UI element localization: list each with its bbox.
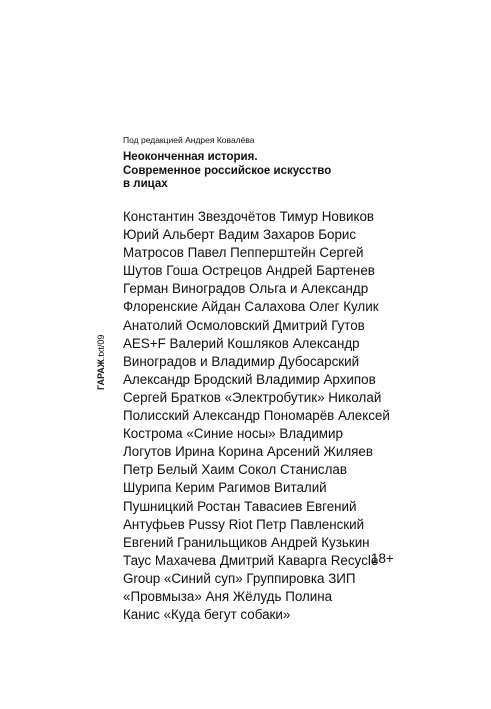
name-line: Юрий Альберт Вадим Захаров Борис bbox=[123, 227, 357, 243]
name-line: Петр Белый Хаим Сокол Станислав bbox=[123, 462, 347, 478]
name-line: Group «Синий суп» Группировка ЗИП bbox=[123, 570, 356, 586]
title-line: Неоконченная история. bbox=[123, 151, 258, 163]
name-line: Герман Виноградов Ольга и Александр bbox=[123, 281, 369, 297]
name-line: Сергей Братков «Электробутик» Николай bbox=[123, 389, 382, 405]
name-line: Евгений Гранильщиков Андрей Кузькин bbox=[123, 534, 370, 550]
name-line: Матросов Павел Пепперштейн Сергей bbox=[123, 245, 364, 261]
artist-names bbox=[123, 208, 393, 624]
name-line: Александр Бродский Владимир Архипов bbox=[123, 371, 376, 387]
name-line: AES+F Валерий Кошляков Александр bbox=[123, 335, 360, 351]
name-line: Полисский Александр Пономарёв Алексей bbox=[123, 408, 390, 424]
title-line: Современное российское искусство bbox=[123, 164, 332, 177]
name-line: Виноградов и Владимир Дубосарский bbox=[123, 353, 360, 369]
name-line: Пушницкий Ростан Тавасиев Евгений bbox=[123, 498, 357, 514]
name-line: Анатолий Осмоловский Дмитрий Гутов bbox=[123, 317, 365, 333]
editor-credit: Под редакцией Андрея Ковалёва bbox=[123, 135, 255, 145]
series-brand: ГАРАЖ bbox=[96, 359, 106, 390]
book-title bbox=[123, 151, 331, 192]
name-line: Константин Звездочётов Тимур Новиков bbox=[123, 209, 375, 224]
name-line: Канис «Куда бегут собаки» bbox=[123, 607, 291, 623]
name-line: «Провмыза» Аня Жёлудь Полина bbox=[123, 588, 333, 604]
name-line: Кострома «Синие носы» Владимир bbox=[123, 426, 343, 442]
name-line: Флоренские Айдан Салахова Олег Кулик bbox=[123, 299, 379, 315]
name-line: Шурипа Керим Рагимов Виталий bbox=[123, 480, 327, 496]
name-line: Таус Махачева Дмитрий Каварга Recycle bbox=[123, 552, 379, 568]
name-line: Антуфьев Pussy Riot Петр Павленский bbox=[123, 516, 365, 532]
series-code: .txt/09 bbox=[96, 334, 106, 360]
series-mark bbox=[96, 335, 107, 390]
name-line: Шутов Гоша Острецов Андрей Бартенев bbox=[123, 263, 375, 279]
title-line: в лицах bbox=[123, 178, 168, 190]
name-line: Логутов Ирина Корина Арсений Жиляев bbox=[123, 444, 373, 460]
age-rating: 18+ bbox=[371, 551, 394, 566]
